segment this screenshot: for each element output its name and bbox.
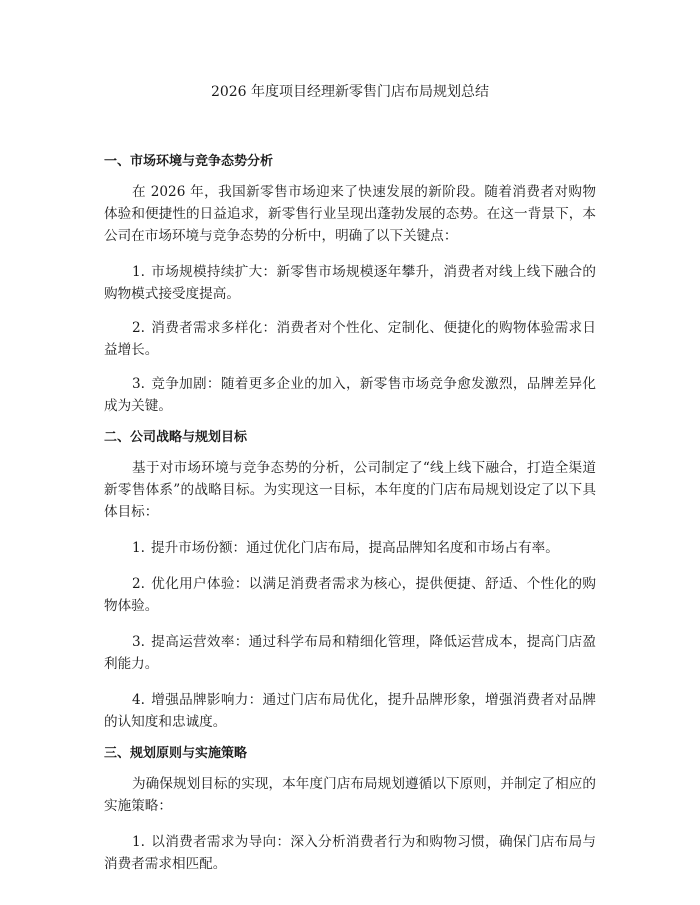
list-item-number: 2. (132, 576, 145, 592)
list-item (104, 689, 596, 733)
list-item-text: 以消费者需求为导向：深入分析消费者行为和购物习惯，确保门店布局与消费者需求相匹配。 (104, 834, 596, 872)
list-item-number: 1. (132, 264, 145, 280)
list-item (104, 573, 596, 617)
list-item (104, 631, 596, 675)
list-item-number: 3. (132, 376, 145, 392)
list-item-text: 市场规模持续扩大：新零售市场规模逐年攀升，消费者对线上线下融合的购物模式接受度提高。 (104, 264, 596, 302)
list-item (104, 831, 596, 875)
section-paragraph: 为确保规划目标的实现，本年度门店布局规划遵循以下原则，并制定了相应的实施策略： (104, 776, 596, 814)
list-item (104, 317, 596, 361)
list-item (104, 537, 596, 559)
section-heading: 一、市场环境与竞争态势分析 (104, 154, 274, 169)
list-item (104, 261, 596, 305)
section-heading: 二、公司战略与规划目标 (104, 430, 248, 445)
list-item-text: 提高运营效率：通过科学布局和精细化管理，降低运营成本，提高门店盈利能力。 (104, 634, 596, 672)
list-item-text: 优化用户体验：以满足消费者需求为核心，提供便捷、舒适、个性化的购物体验。 (104, 576, 596, 614)
list-item-text: 竞争加剧：随着更多企业的加入，新零售市场竞争愈发激烈，品牌差异化成为关键。 (104, 376, 596, 414)
section-heading: 三、规划原则与实施策略 (104, 746, 248, 761)
list-item (104, 373, 596, 417)
list-item-number: 3. (132, 634, 145, 650)
list-item-number: 1. (132, 540, 145, 556)
section-paragraph: 基于对市场环境与竞争态势的分析，公司制定了“线上线下融合，打造全渠道新零售体系”的战略目标。为实现这一目标，本年度的门店布局规划设定了以下具体目标： (104, 460, 596, 520)
document-page (104, 0, 596, 875)
list-item-text: 增强品牌影响力：通过门店布局优化，提升品牌形象，增强消费者对品牌的认知度和忠诚度。 (104, 692, 596, 730)
section-paragraph: 在 2026 年，我国新零售市场迎来了快速发展的新阶段。随着消费者对购物体验和便捷性的日益追求，新零售行业呈现出蓬勃发展的态势。在这一背景下，本公司在市场环境与竞争态势的分析中，明确了以下关键点： (104, 184, 596, 244)
list-item-number: 1. (132, 834, 145, 850)
document-title: 2026 年度项目经理新零售门店布局规划总结 (210, 84, 490, 100)
list-item-text: 提升市场份额：通过优化门店布局，提高品牌知名度和市场占有率。 (150, 540, 559, 556)
list-item-number: 2. (132, 320, 145, 336)
list-item-text: 消费者需求多样化：消费者对个性化、定制化、便捷化的购物体验需求日益增长。 (104, 320, 596, 358)
list-item-number: 4. (132, 692, 145, 708)
